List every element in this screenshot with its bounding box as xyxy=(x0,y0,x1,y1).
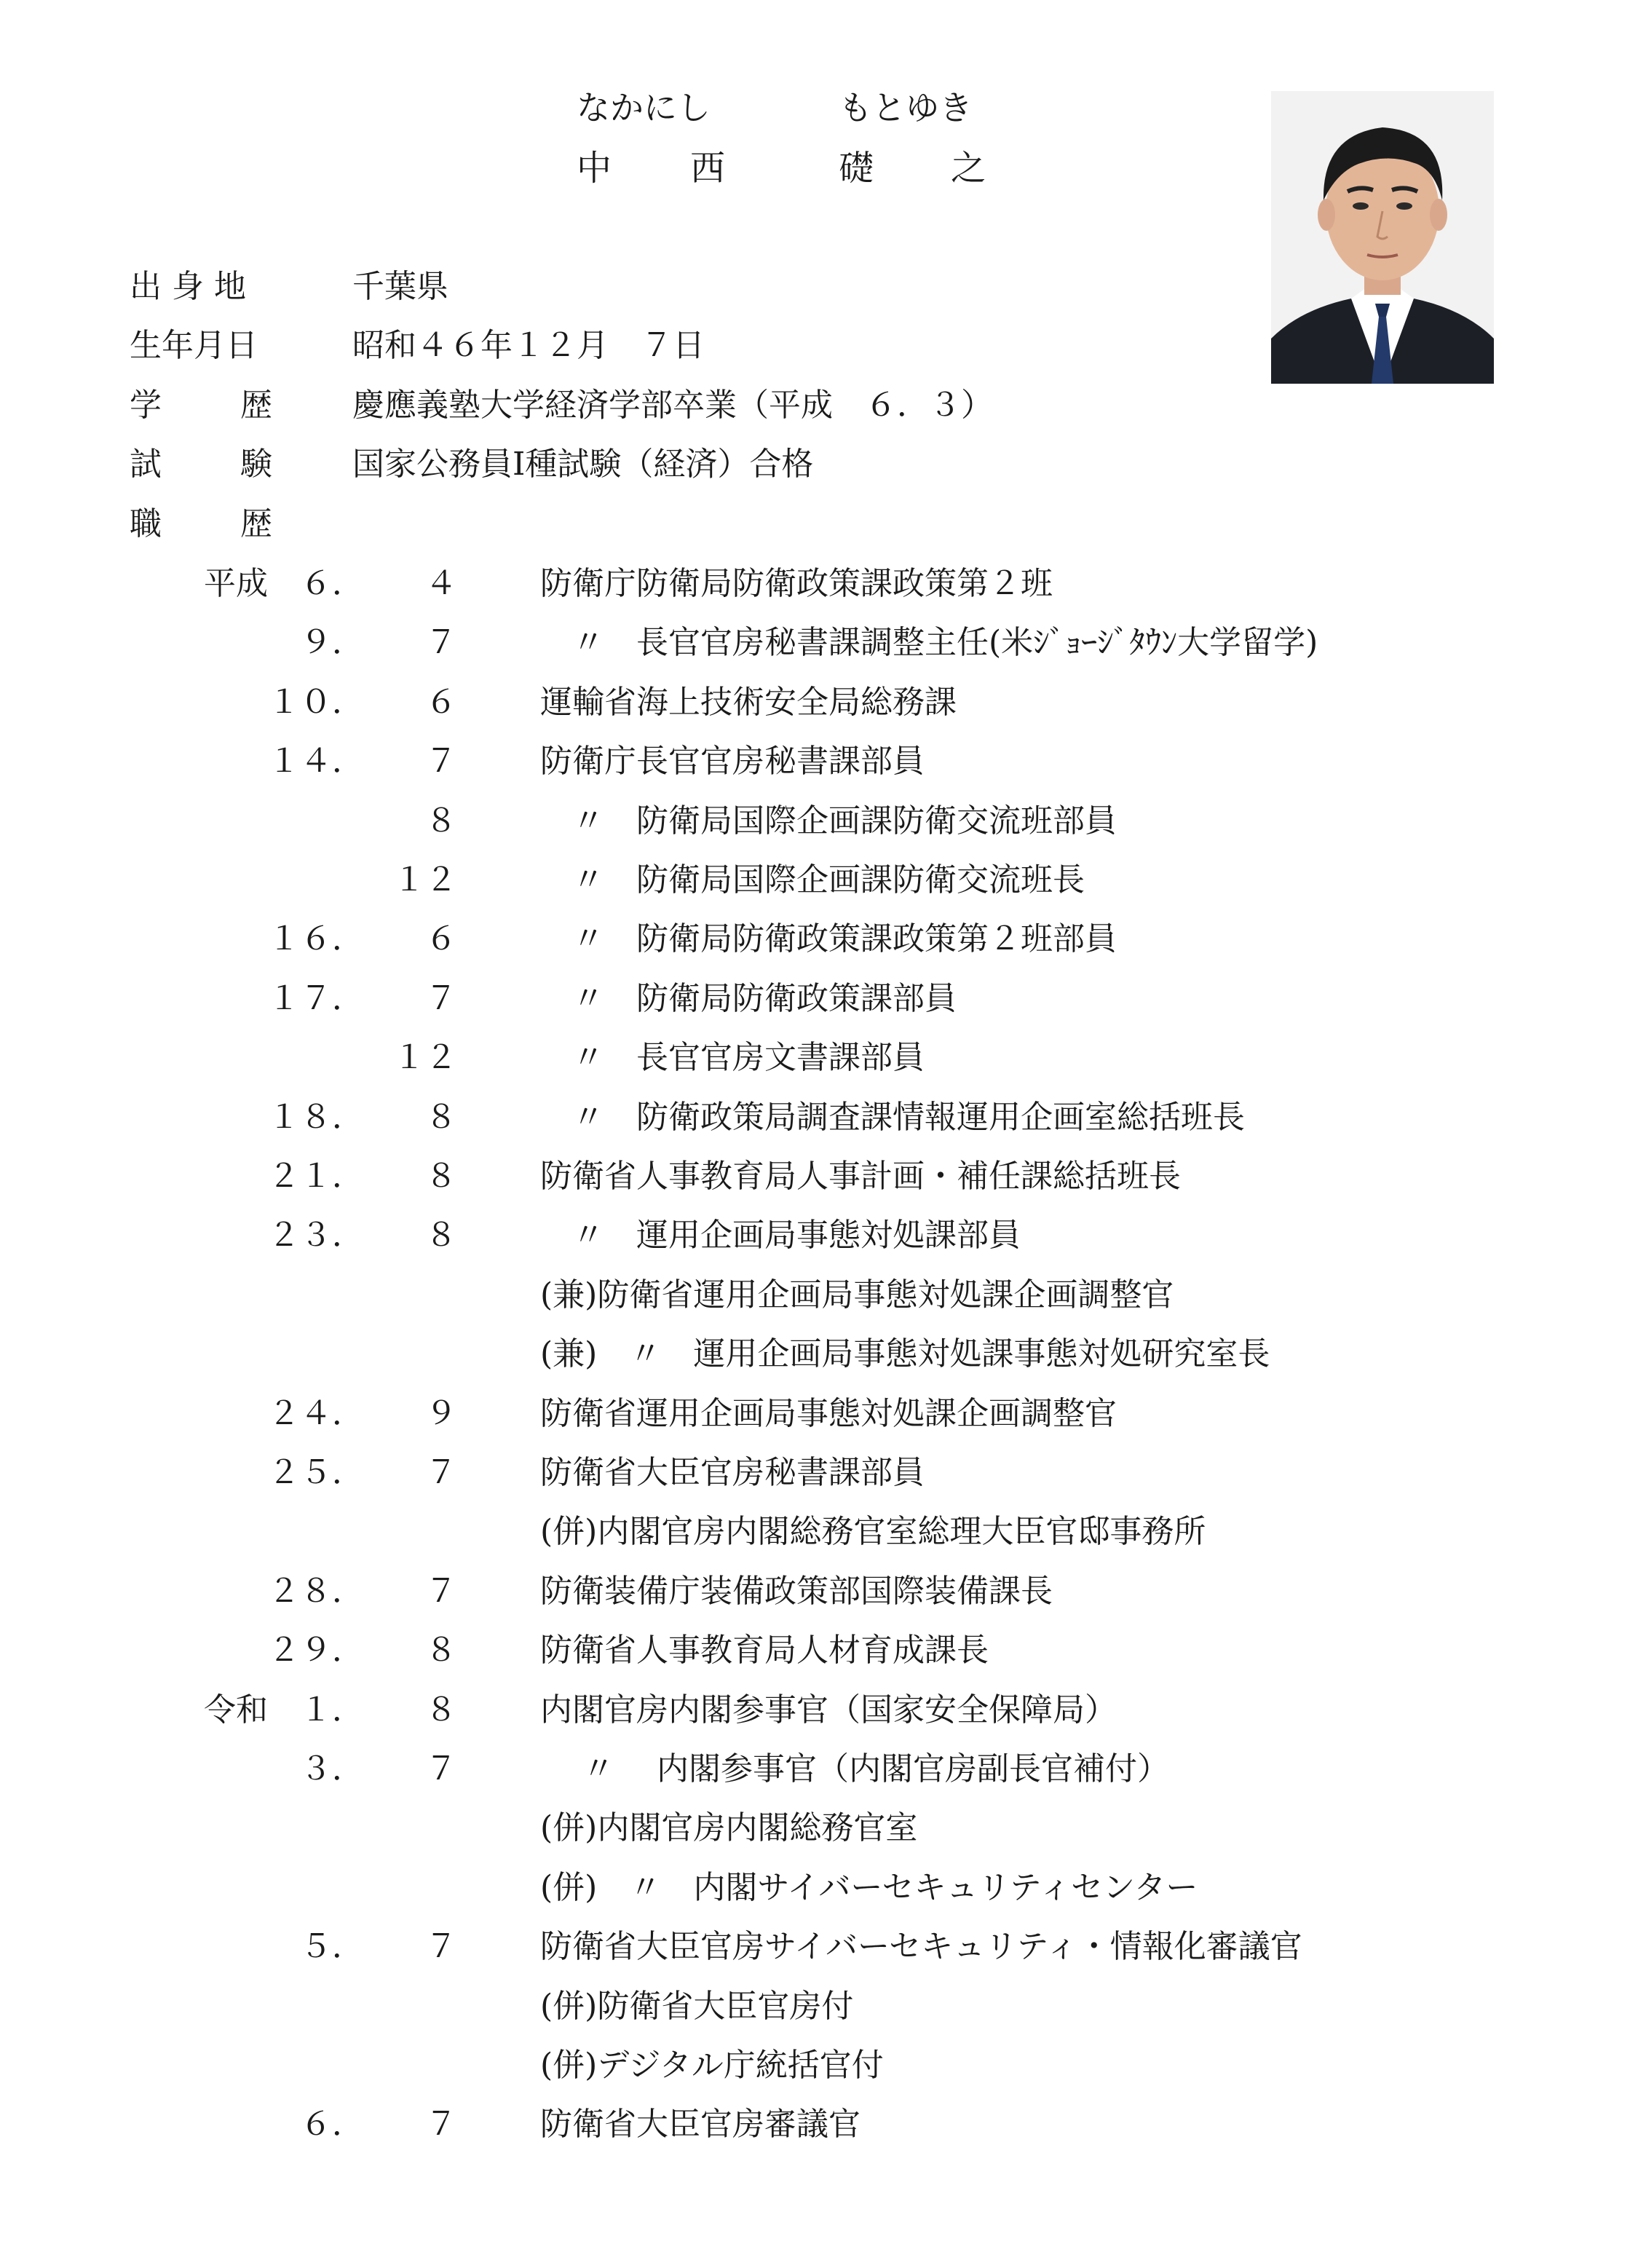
exam-label-1: 試 xyxy=(130,446,162,483)
career-year: ２５． xyxy=(268,1454,364,1491)
career-position: 〃 防衛局国際企画課防衛交流班部員 xyxy=(540,802,1117,839)
career-position: (併)デジタル庁統括官付 xyxy=(540,2047,884,2084)
career-month: ４ xyxy=(425,565,457,602)
career-era: 平成 xyxy=(204,565,268,602)
career-year: ２９． xyxy=(268,1632,364,1669)
career-position: 防衛省人事教育局人材育成課長 xyxy=(540,1632,989,1669)
career-position: 運輸省海上技術安全局総務課 xyxy=(540,684,957,721)
birthdate-value: 昭和４６年１２月 ７日 xyxy=(352,327,705,364)
career-month: ８ xyxy=(425,802,457,839)
career-month: １２ xyxy=(393,861,457,898)
exam-label-2: 験 xyxy=(240,446,272,483)
career-position: 〃 防衛局国際企画課防衛交流班長 xyxy=(540,861,1085,898)
education-label-1: 学 xyxy=(130,387,162,424)
career-month: ６ xyxy=(425,684,457,721)
career-position: (兼)防衛省運用企画局事態対処課企画調整官 xyxy=(540,1276,1174,1313)
career-month: ７ xyxy=(425,980,457,1017)
career-month: ８ xyxy=(425,1632,457,1669)
career-era: 令和 xyxy=(204,1691,268,1728)
name-kanji-given-2: 之 xyxy=(951,148,986,189)
career-position: 〃 防衛政策局調査課情報運用企画室総括班長 xyxy=(540,1099,1245,1136)
career-year: ６． xyxy=(300,2106,364,2143)
career-month: ７ xyxy=(425,1928,457,1965)
career-year: ２１． xyxy=(268,1158,364,1195)
career-year: １４． xyxy=(268,743,364,780)
career-position: 〃 長官官房文書課部員 xyxy=(540,1039,925,1076)
education-value: 慶應義塾大学経済学部卒業（平成 ６．３） xyxy=(352,387,993,424)
name-kana-given: もとゆき xyxy=(839,88,973,127)
career-year: ９． xyxy=(300,624,364,661)
career-year: １７． xyxy=(268,980,364,1017)
career-month: ７ xyxy=(425,1573,457,1610)
career-position: 〃 運用企画局事態対処課部員 xyxy=(540,1217,1021,1254)
career-position: (併)内閣官房内閣総務官室 xyxy=(540,1809,918,1846)
career-position: 防衛庁防衛局防衛政策課政策第２班 xyxy=(540,565,1053,602)
career-year: ３． xyxy=(300,1750,364,1787)
career-month: １２ xyxy=(393,1039,457,1076)
career-year: １６． xyxy=(268,920,364,957)
career-year: １８． xyxy=(268,1099,364,1136)
career-position: (併)防衛省大臣官房付 xyxy=(540,1988,854,2025)
career-position: 〃 防衛局防衛政策課政策第２班部員 xyxy=(540,920,1117,957)
career-month: ７ xyxy=(425,2106,457,2143)
career-month: ８ xyxy=(425,1217,457,1254)
career-month: ８ xyxy=(425,1691,457,1728)
career-month: ６ xyxy=(425,920,457,957)
career-position: (併) 〃 内閣サイバーセキュリティセンター xyxy=(540,1869,1198,1906)
career-month: ９ xyxy=(425,1395,457,1432)
birthplace-value: 千葉県 xyxy=(352,268,448,305)
career-year: １． xyxy=(300,1691,364,1728)
career-year: ２４． xyxy=(268,1395,364,1432)
career-year: ２８． xyxy=(268,1573,364,1610)
birthplace-label: 出 身 地 xyxy=(130,268,246,305)
career-year: ５． xyxy=(300,1928,364,1965)
career-position: 〃 防衛局防衛政策課部員 xyxy=(540,980,957,1017)
career-year: ６． xyxy=(300,565,364,602)
career-month: ７ xyxy=(425,1750,457,1787)
name-kanji-family-2: 西 xyxy=(690,148,726,189)
name-kanji-given-1: 礎 xyxy=(839,148,874,189)
career-position: 防衛省大臣官房審議官 xyxy=(540,2106,861,2143)
career-label-1: 職 xyxy=(130,505,162,542)
career-month: ８ xyxy=(425,1099,457,1136)
career-position: 〃 長官官房秘書課調整主任(米ｼﾞｮｰｼﾞﾀｳﾝ大学留学) xyxy=(540,624,1318,661)
career-position: 防衛省大臣官房サイバーセキュリティ・情報化審議官 xyxy=(540,1928,1302,1965)
career-position: 防衛省大臣官房秘書課部員 xyxy=(540,1454,925,1491)
exam-value: 国家公務員Ⅰ種試験（経済）合格 xyxy=(352,446,814,483)
name-kanji-family-1: 中 xyxy=(577,148,612,189)
career-year: １０． xyxy=(268,684,364,721)
career-position: 防衛省人事教育局人事計画・補任課総括班長 xyxy=(540,1158,1181,1195)
portrait-photo xyxy=(1271,91,1494,384)
career-month: ７ xyxy=(425,624,457,661)
career-year: ２３． xyxy=(268,1217,364,1254)
name-kana-family: なかにし xyxy=(577,88,711,127)
career-label-2: 歴 xyxy=(240,505,272,542)
career-month: ７ xyxy=(425,743,457,780)
career-month: ７ xyxy=(425,1454,457,1491)
career-position: 〃 内閣参事官（内閣官房副長官補付） xyxy=(540,1750,1169,1787)
career-position: (兼) 〃 運用企画局事態対処課事態対処研究室長 xyxy=(540,1335,1270,1372)
education-label-2: 歴 xyxy=(240,387,272,424)
career-position: 防衛省運用企画局事態対処課企画調整官 xyxy=(540,1395,1117,1432)
birthdate-label: 生年月日 xyxy=(130,327,258,364)
career-position: 防衛庁長官官房秘書課部員 xyxy=(540,743,925,780)
career-position: (併)内閣官房内閣総務官室総理大臣官邸事務所 xyxy=(540,1513,1206,1550)
career-month: ８ xyxy=(425,1158,457,1195)
career-position: 内閣官房内閣参事官（国家安全保障局） xyxy=(540,1691,1117,1728)
career-position: 防衛装備庁装備政策部国際装備課長 xyxy=(540,1573,1053,1610)
